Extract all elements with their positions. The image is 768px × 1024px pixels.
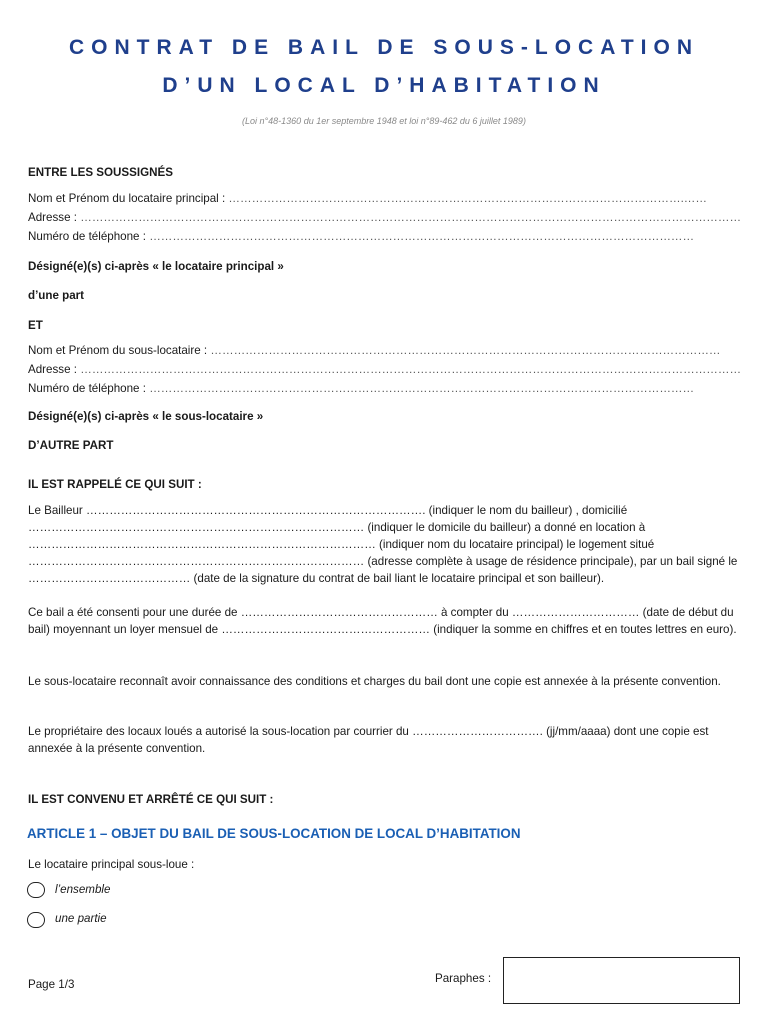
fill-in-dots: …………………………………………………………………………………………………………………… xyxy=(210,344,721,357)
recital-paragraph-landlord: Le Bailleur ……………………………………………………………………………. (indiquer le nom du bailleur) , domicilié …………………………………………………………………………… (indiquer le domicile du bailleur) a donné en location à ……………………………………………………………………………… (indiquer nom du locataire principal) le logement situé …………………………………………………………………………… (adresse complète à usage de résidence principale), par un bail signé le …………………………………… (date de la signature du contrat de bail liant le locataire principal et son bailleur). xyxy=(28,504,738,585)
field-label: Numéro de téléphone : xyxy=(28,382,146,395)
between-heading: ENTRE LES SOUSSIGNÉS xyxy=(28,166,173,179)
main-tenant-name-field[interactable] xyxy=(28,192,707,205)
option-label-part: une partie xyxy=(55,912,107,925)
one-part-label: d’une part xyxy=(28,289,85,302)
recital-paragraph-conditions: Le sous-locataire reconnaît avoir connaissance des conditions et charges du bail dont une copie est annexée à la présente convention. xyxy=(28,675,721,688)
fill-in-dots: ……………………………………………………………………………………………………….…… xyxy=(228,192,707,205)
fill-in-dots: …………………………………………………………………………………………………………………………… xyxy=(149,382,695,395)
option-label-whole: l’ensemble xyxy=(55,883,111,896)
field-label: Adresse : xyxy=(28,211,77,224)
recital-paragraph-duration: Ce bail a été consenti pour une durée de …………………………………………… à compter du …………………………… (date de début du bail) moyennant un loyer mensuel de ……………………………………………… (indiquer la somme en chiffres et en toutes lettres en euro). xyxy=(28,606,737,636)
article-1-intro: Le locataire principal sous-loue : xyxy=(28,858,195,871)
subtenant-designation: Désigné(e)(s) ci-après « le sous-locataire » xyxy=(28,410,264,423)
agreement-heading: IL EST CONVENU ET ARRÊTÉ CE QUI SUIT : xyxy=(28,793,274,806)
subtenant-name-field[interactable] xyxy=(28,344,721,357)
field-label: Numéro de téléphone : xyxy=(28,230,146,243)
subtenant-phone-field[interactable] xyxy=(28,382,694,395)
option-checkbox-part[interactable] xyxy=(27,912,45,928)
field-label: Adresse : xyxy=(28,363,77,376)
subtenant-address-field[interactable] xyxy=(28,363,741,376)
paraphes-label: Paraphes : xyxy=(435,972,492,985)
article-1-title: ARTICLE 1 – OBJET DU BAIL DE SOUS-LOCATION DE LOCAL D’HABITATION xyxy=(27,826,521,841)
recitals-heading: IL EST RAPPELÉ CE QUI SUIT : xyxy=(28,478,202,491)
paraphes-signature-box[interactable] xyxy=(503,957,740,1004)
main-tenant-phone-field[interactable] xyxy=(28,230,694,243)
option-checkbox-whole[interactable] xyxy=(27,882,45,898)
fill-in-dots: ……………………………………………………………………………………………………………………………………………………… xyxy=(80,211,742,224)
field-label: Nom et Prénom du locataire principal : xyxy=(28,192,226,205)
field-label: Nom et Prénom du sous-locataire : xyxy=(28,344,208,357)
and-label: ET xyxy=(28,319,43,332)
page-number: Page 1/3 xyxy=(28,978,75,991)
other-part-label: D’AUTRE PART xyxy=(28,439,114,452)
document-title-line2: D’UN LOCAL D’HABITATION xyxy=(162,74,606,97)
fill-in-dots: …………………………………………………………………………………………………………………………… xyxy=(149,230,695,243)
document-title-line1: CONTRAT DE BAIL DE SOUS-LOCATION xyxy=(69,36,699,59)
document-subtitle: (Loi n°48-1360 du 1er septembre 1948 et loi n°89-462 du 6 juillet 1989) xyxy=(242,116,526,126)
recital-paragraph-authorization: Le propriétaire des locaux loués a autorisé la sous-location par courrier du ……………………………. (jj/mm/aaaa) dont une copie est annexée à la présente convention. xyxy=(28,725,709,755)
main-tenant-address-field[interactable] xyxy=(28,211,741,224)
main-tenant-designation: Désigné(e)(s) ci-après « le locataire principal » xyxy=(28,260,284,273)
fill-in-dots: ……………………………………………………………………………………………………………………………………………………… xyxy=(80,363,742,376)
